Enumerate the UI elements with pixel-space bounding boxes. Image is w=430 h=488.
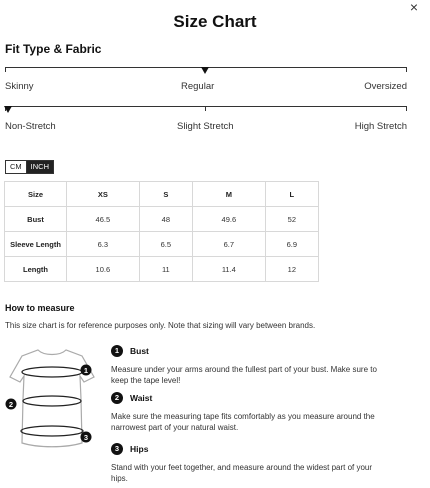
fit-section-heading: Fit Type & Fabric: [5, 42, 102, 56]
table-row: [5, 232, 319, 257]
table-cell: 52: [265, 207, 318, 232]
step-number-badge: 1: [111, 345, 123, 357]
table-header-cell: L: [265, 182, 318, 207]
step-title: Bust: [130, 346, 149, 356]
table-cell: 49.6: [192, 207, 265, 232]
figure-waist-number: 2: [8, 399, 14, 409]
table-cell: 6.5: [139, 232, 192, 257]
fit-type-tick: [5, 67, 6, 72]
bust-measure-line: [22, 367, 82, 377]
table-cell: 11: [139, 257, 192, 282]
fabric-marker: [4, 106, 12, 113]
how-to-measure-note: This size chart is for reference purposes only. Note that sizing will vary between brands.: [5, 321, 316, 330]
fit-type-label-regular: Regular: [181, 81, 215, 92]
table-header-cell: XS: [67, 182, 140, 207]
figure-bust-number: 1: [83, 365, 89, 375]
fabric-scale: [5, 101, 407, 133]
fabric-label-non-stretch: Non-Stretch: [5, 121, 56, 132]
step-title: Waist: [130, 393, 153, 403]
fabric-tick: [406, 106, 407, 111]
step-description: Measure under your arms around the fullest part of your bust. Make sure to keep the tape level!: [111, 365, 377, 385]
measure-step-hips: [111, 443, 416, 485]
table-row: [5, 207, 319, 232]
table-row: [5, 257, 319, 282]
table-cell: 10.6: [67, 257, 140, 282]
table-cell: 6.3: [67, 232, 140, 257]
figure-hips-number: 3: [83, 432, 89, 442]
table-header-row: [5, 182, 319, 207]
unit-inch-button[interactable]: INCH: [27, 160, 54, 174]
table-row-label: Sleeve Length: [5, 232, 67, 257]
table-cell: 12: [265, 257, 318, 282]
table-header-cell: Size: [5, 182, 67, 207]
table-cell: 48: [139, 207, 192, 232]
measure-step-waist: [111, 392, 416, 432]
table-header-cell: M: [192, 182, 265, 207]
hips-measure-line: [21, 426, 83, 436]
step-description: Stand with your feet together, and measure around the widest part of your hips.: [111, 463, 373, 483]
step-number-badge: 2: [111, 392, 123, 404]
fabric-label-slight-stretch: Slight Stretch: [177, 121, 234, 132]
step-title: Hips: [130, 444, 149, 454]
unit-toggle: [5, 160, 54, 174]
fit-type-scale: [5, 62, 407, 92]
step-description: Make sure the measuring tape fits comfortably as you measure around the narrowest part of your natural waist.: [111, 412, 375, 432]
page-title: Size Chart: [173, 12, 257, 31]
size-table: [4, 181, 319, 282]
unit-cm-button[interactable]: CM: [5, 160, 27, 174]
close-icon[interactable]: ×: [409, 0, 418, 15]
table-row-label: Length: [5, 257, 67, 282]
fit-type-label-oversized: Oversized: [364, 81, 407, 92]
waist-measure-line: [23, 396, 81, 406]
table-cell: 6.7: [192, 232, 265, 257]
fit-type-tick: [406, 67, 407, 72]
fabric-label-high-stretch: High Stretch: [354, 121, 407, 132]
table-cell: 46.5: [67, 207, 140, 232]
tshirt-measure-figure: [2, 345, 102, 455]
table-header-cell: S: [139, 182, 192, 207]
step-number-badge: 3: [111, 443, 123, 455]
fabric-tick: [205, 106, 206, 111]
table-cell: 6.9: [265, 232, 318, 257]
table-cell: 11.4: [192, 257, 265, 282]
fabric-line: [5, 106, 407, 107]
measure-step-bust: [111, 345, 416, 385]
fit-type-marker: [201, 67, 209, 74]
table-row-label: Bust: [5, 207, 67, 232]
fit-type-label-skinny: Skinny: [5, 81, 34, 92]
how-to-measure-title: How to measure: [5, 303, 75, 313]
